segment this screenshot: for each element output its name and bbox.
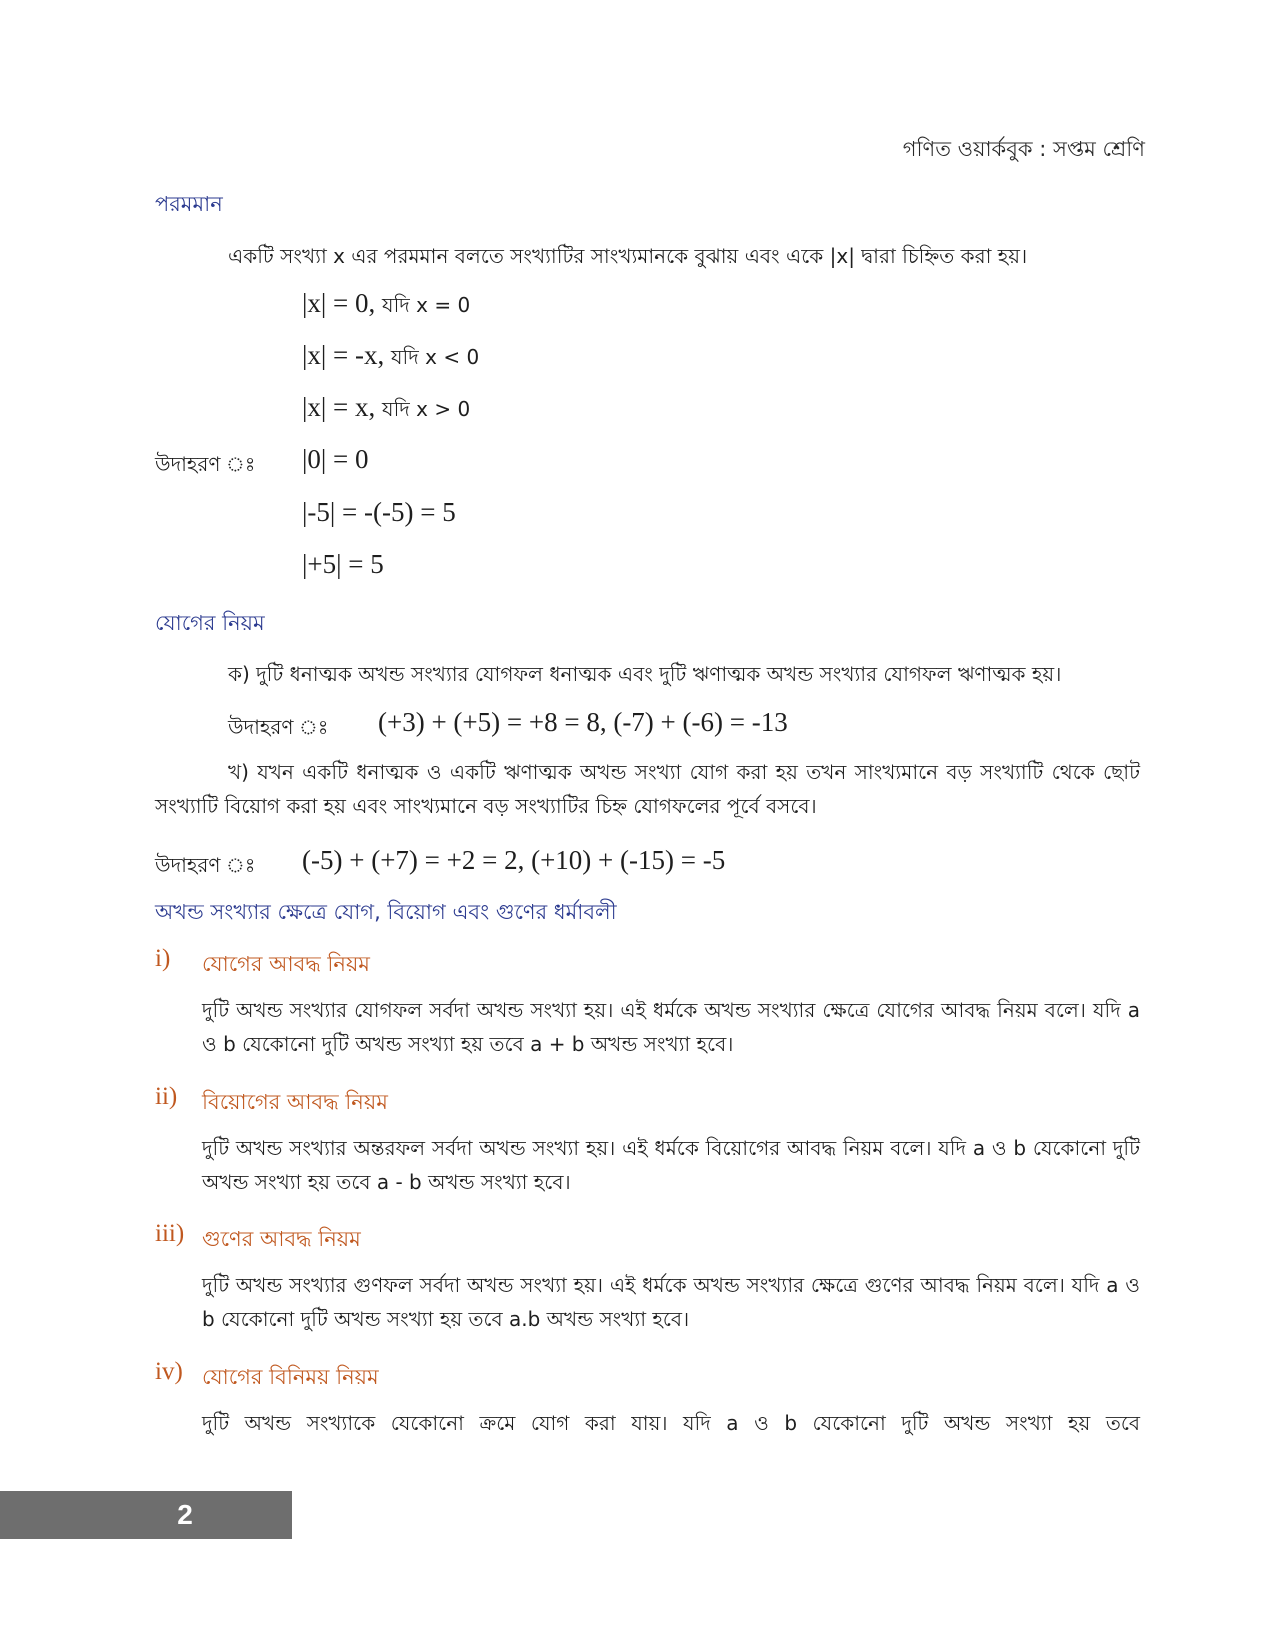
property-text-subtraction-closure: দুটি অখন্ড সংখ্যার অন্তরফল সর্বদা অখন্ড সংখ্যা হয়। এই ধর্মকে বিয়োগের আবদ্ধ নিয়ম বলে। যদি a ও b যেকোনো দুটি অখন্ড সংখ্যা হয় তবে a - b অখন্ড সংখ্যা হবে। xyxy=(202,1136,1140,1194)
property-number: i) xyxy=(155,945,171,972)
case-positive: |x| = x, যদি x > 0 xyxy=(302,392,471,422)
page-number: 2 xyxy=(177,1499,193,1530)
example-abs-pos-five: |+5| = 5 xyxy=(302,549,384,579)
addition-rule-a: ক) দুটি ধনাত্মক অখন্ড সংখ্যার যোগফল ধনাত্মক এবং দুটি ঋণাত্মক অখন্ড সংখ্যার যোগফল ঋণাত্মক হয়। xyxy=(228,662,1062,686)
case-equal-zero: |x| = 0, যদি x = 0 xyxy=(302,288,471,318)
case-negative: |x| = -x, যদি x < 0 xyxy=(302,340,480,370)
example-abs-neg-five: |-5| = -(-5) = 5 xyxy=(302,497,456,527)
example-label: উদাহরণ ঃ xyxy=(155,853,256,877)
property-text-addition-commutative: দুটি অখন্ড সংখ্যাকে যেকোনো ক্রমে যোগ করা যায়। যদি a ও b যেকোনো দুটি অখন্ড সংখ্যা হয় তবে xyxy=(202,1411,1140,1435)
property-title-multiplication-closure: গুণের আবদ্ধ নিয়ম xyxy=(202,1227,361,1251)
example-abs-zero: |0| = 0 xyxy=(302,444,369,474)
property-text-addition-closure: দুটি অখন্ড সংখ্যার যোগফল সর্বদা অখন্ড সংখ্যা হয়। এই ধর্মকে অখন্ড সংখ্যার ক্ষেত্রে যোগের আবদ্ধ নিয়ম বলে। যদি a ও b যেকোনো দুটি অখন্ড সংখ্যা হয় তবে a + b অখন্ড সংখ্যা হবে। xyxy=(202,998,1140,1056)
section-title-properties: অখন্ড সংখ্যার ক্ষেত্রে যোগ, বিয়োগ এবং গুণের ধর্মাবলী xyxy=(155,900,617,924)
example-label: উদাহরণ ঃ xyxy=(155,452,256,476)
property-title-addition-closure: যোগের আবদ্ধ নিয়ম xyxy=(202,952,370,976)
case-condition: যদি x < 0 xyxy=(391,345,480,369)
addition-example-b: (-5) + (+7) = +2 = 2, (+10) + (-15) = -5 xyxy=(302,845,726,875)
absolute-value-definition: একটি সংখ্যা x এর পরমমান বলতে সংখ্যাটির সাংখ্যমানকে বুঝায় এবং একে |x| দ্বারা চিহ্নিত করা হয়। xyxy=(228,244,1028,268)
case-expr: |x| = 0 xyxy=(302,288,369,318)
case-condition: যদি x = 0 xyxy=(382,293,471,317)
case-expr: |x| = -x xyxy=(302,340,378,370)
property-title-addition-commutative: যোগের বিনিময় নিয়ম xyxy=(202,1365,379,1389)
property-number: iii) xyxy=(155,1220,185,1247)
addition-example-a: (+3) + (+5) = +8 = 8, (-7) + (-6) = -13 xyxy=(378,707,788,737)
case-expr: |x| = x xyxy=(302,392,369,422)
example-label: উদাহরণ ঃ xyxy=(228,715,329,739)
case-condition: যদি x > 0 xyxy=(382,397,471,421)
section-title-absolute-value: পরমমান xyxy=(155,192,223,216)
running-header: গণিত ওয়ার্কবুক : সপ্তম শ্রেণি xyxy=(902,137,1145,161)
property-number: iv) xyxy=(155,1358,183,1385)
property-title-subtraction-closure: বিয়োগের আবদ্ধ নিয়ম xyxy=(202,1090,388,1114)
addition-rule-b: খ) যখন একটি ধনাত্মক ও একটি ঋণাত্মক অখন্ড সংখ্যা যোগ করা হয় তখন সাংখ্যমানে বড় সংখ্যাটি থেকে ছোট সংখ্যাটি বিয়োগ করা হয় এবং সাংখ্যমানে বড় সংখ্যাটির চিহ্ন যোগফলের পূর্বে বসবে। xyxy=(155,760,1140,818)
property-number: ii) xyxy=(155,1083,178,1110)
property-text-multiplication-closure: দুটি অখন্ড সংখ্যার গুণফল সর্বদা অখন্ড সংখ্যা হয়। এই ধর্মকে অখন্ড সংখ্যার ক্ষেত্রে গুণের আবদ্ধ নিয়ম বলে। যদি a ও b যেকোনো দুটি অখন্ড সংখ্যা হয় তবে a.b অখন্ড সংখ্যা হবে। xyxy=(202,1273,1140,1331)
section-title-addition-rules: যোগের নিয়ম xyxy=(155,611,265,635)
